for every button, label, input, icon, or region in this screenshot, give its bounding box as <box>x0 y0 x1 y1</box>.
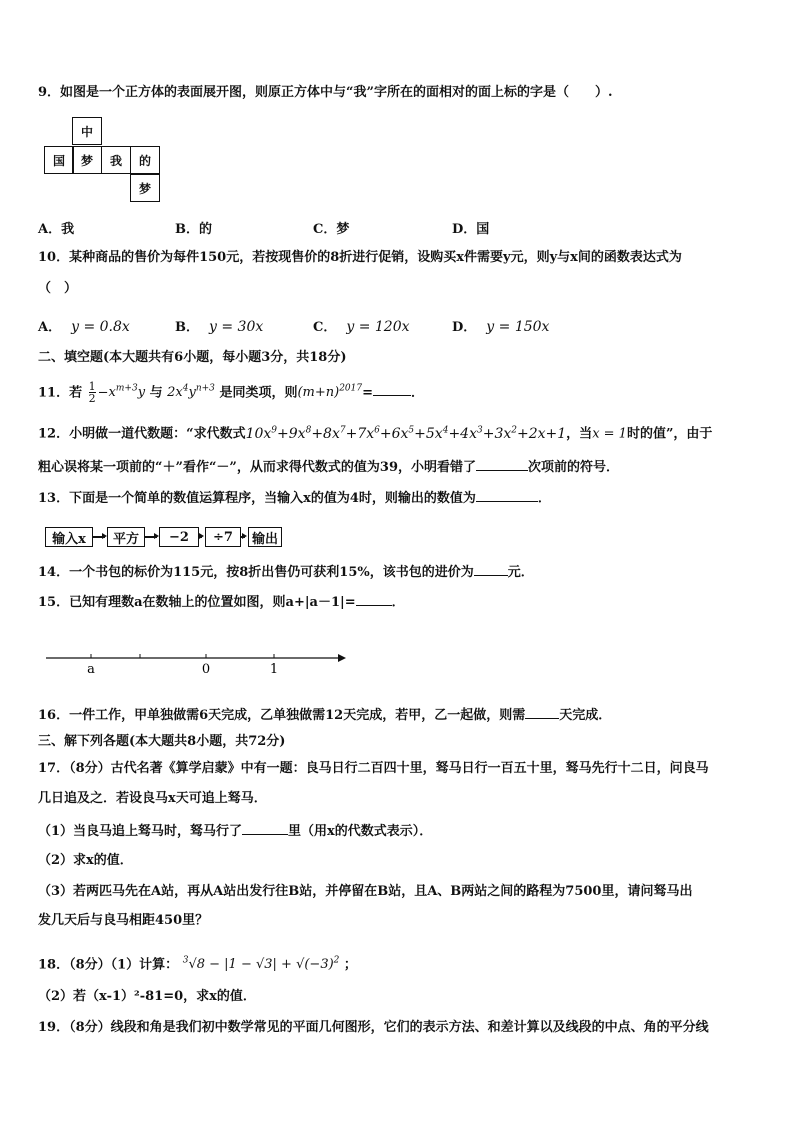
q10-option-c[interactable]: C． y = 120x <box>313 319 410 335</box>
axis-label-0: 0 <box>201 662 211 677</box>
q9-option-a[interactable]: A．我 <box>38 222 75 237</box>
q15: 15．已知有理数a在数轴上的位置如图，则a+|a－1|= ． <box>38 595 405 610</box>
section-3-heading: 三、解下列各题(本大题共8小题，共72分) <box>38 734 286 749</box>
q10-option-a[interactable]: A． y = 0.8x <box>38 319 130 335</box>
arrow-icon <box>145 536 157 538</box>
section-2-heading: 二、填空题(本大题共有6小题，每小题3分，共18分) <box>38 350 347 365</box>
flow-divide-box: ÷7 <box>205 527 241 547</box>
q10-stem-tail: （ ） <box>38 281 78 296</box>
flow-square-box: 平方 <box>107 527 145 547</box>
arrow-icon <box>93 536 105 538</box>
q17-line2: 几日追及之．若设良马x天可追上驽马． <box>38 791 267 806</box>
q12-line1: 12．小明做一道代数题：“求代数式$10x^9+9x^8+8x^7+7x^6+6x^5+5x^4+4x^3+3x^2+2x+1$，当x = 1时的值”，由于 <box>38 425 713 442</box>
flow-minus-box: −2 <box>159 527 199 547</box>
q10-option-d[interactable]: D． y = 150x <box>452 319 550 335</box>
q12-line2: 粗心误将某一项前的“＋”看作“－”，从而求得代数式的值为39，小明看错了 次项前的符号． <box>38 460 620 475</box>
q9-option-b[interactable]: B．的 <box>175 222 212 237</box>
answer-blank[interactable] <box>373 383 411 396</box>
axis-label-a: a <box>87 662 95 677</box>
net-cell: 梦 <box>130 174 160 202</box>
q9-stem: 9．如图是一个正方体的表面展开图，则原正方体中与“我”字所在的面相对的面上标的字是（ ）. <box>38 85 613 100</box>
q18-line2: （2）若（x-1）²-81=0，求x的值． <box>38 989 256 1004</box>
q17-part2: （2）求x的值． <box>38 853 133 868</box>
fraction: $\frac{1}{2}$ <box>88 380 96 406</box>
net-cell: 国 <box>44 146 74 174</box>
answer-blank[interactable] <box>525 706 559 719</box>
net-cell: 梦 <box>72 146 102 174</box>
number-line <box>40 645 350 677</box>
q17-part1: （1）当良马追上驽马时，驽马行了 里（用x的代数式表示）． <box>38 824 433 839</box>
q10-stem: 10．某种商品的售价为每件150元，若按现售价的8折进行促销，设购买x件需要y元，则y与x间的函数表达式为 <box>38 250 682 265</box>
net-cell: 中 <box>72 117 102 145</box>
flow-output-box: 输出 <box>248 527 282 547</box>
q13-stem: 13．下面是一个简单的数值运算程序，当输入x的值为4时，则输出的数值为 ． <box>38 491 551 506</box>
net-cell: 的 <box>130 146 160 174</box>
q17-part3-line2: 发几天后与良马相距450里？ <box>38 913 209 928</box>
answer-blank[interactable] <box>356 593 392 606</box>
answer-blank[interactable] <box>242 822 288 835</box>
answer-blank[interactable] <box>476 489 538 502</box>
q16: 16．一件工作，甲单独做需6天完成，乙单独做需12天完成，若甲，乙一起做，则需 天完成． <box>38 708 612 723</box>
q17-line1: 17．（8分）古代名著《算学启蒙》中有一题：良马日行二百四十里，驽马日行一百五十里，驽马先行十二日，问良马 <box>38 761 709 776</box>
arrow-icon <box>199 536 202 538</box>
q18-line1: 18．（8分）（1）计算： $^3√8 - |1 - √3| + √(-3)^2$ ； <box>38 956 357 973</box>
q10-option-b[interactable]: B． y = 30x <box>175 319 264 335</box>
q11: 11．若 $\frac{1}{2}$ $-x^{m+3}y$ 与 $2x^4y^{n+3}$ 是同类项，则$(m+n)^{2017}=$ ． <box>38 380 425 406</box>
q9-option-d[interactable]: D．国 <box>452 222 490 237</box>
answer-blank[interactable] <box>476 458 528 471</box>
q17-part3-line1: （3）若两匹马先在A站，再从A站出发行往B站，并停留在B站，且A、B两站之间的路程为7500里，请问驽马出 <box>38 884 693 899</box>
arrow-icon <box>241 536 245 538</box>
answer-blank[interactable] <box>474 563 508 576</box>
q14: 14．一个书包的标价为115元，按8折出售仍可获利15%，该书包的进价为 元． <box>38 565 534 580</box>
net-cell: 我 <box>101 146 131 174</box>
axis-label-1: 1 <box>269 662 279 677</box>
q9-option-c[interactable]: C．梦 <box>313 222 350 237</box>
flow-input-box: 输入x <box>45 527 93 547</box>
q19-line1: 19．（8分）线段和角是我们初中数学常见的平面几何图形，它们的表示方法、和差计算以及线段的中点、角的平分线 <box>38 1020 709 1035</box>
